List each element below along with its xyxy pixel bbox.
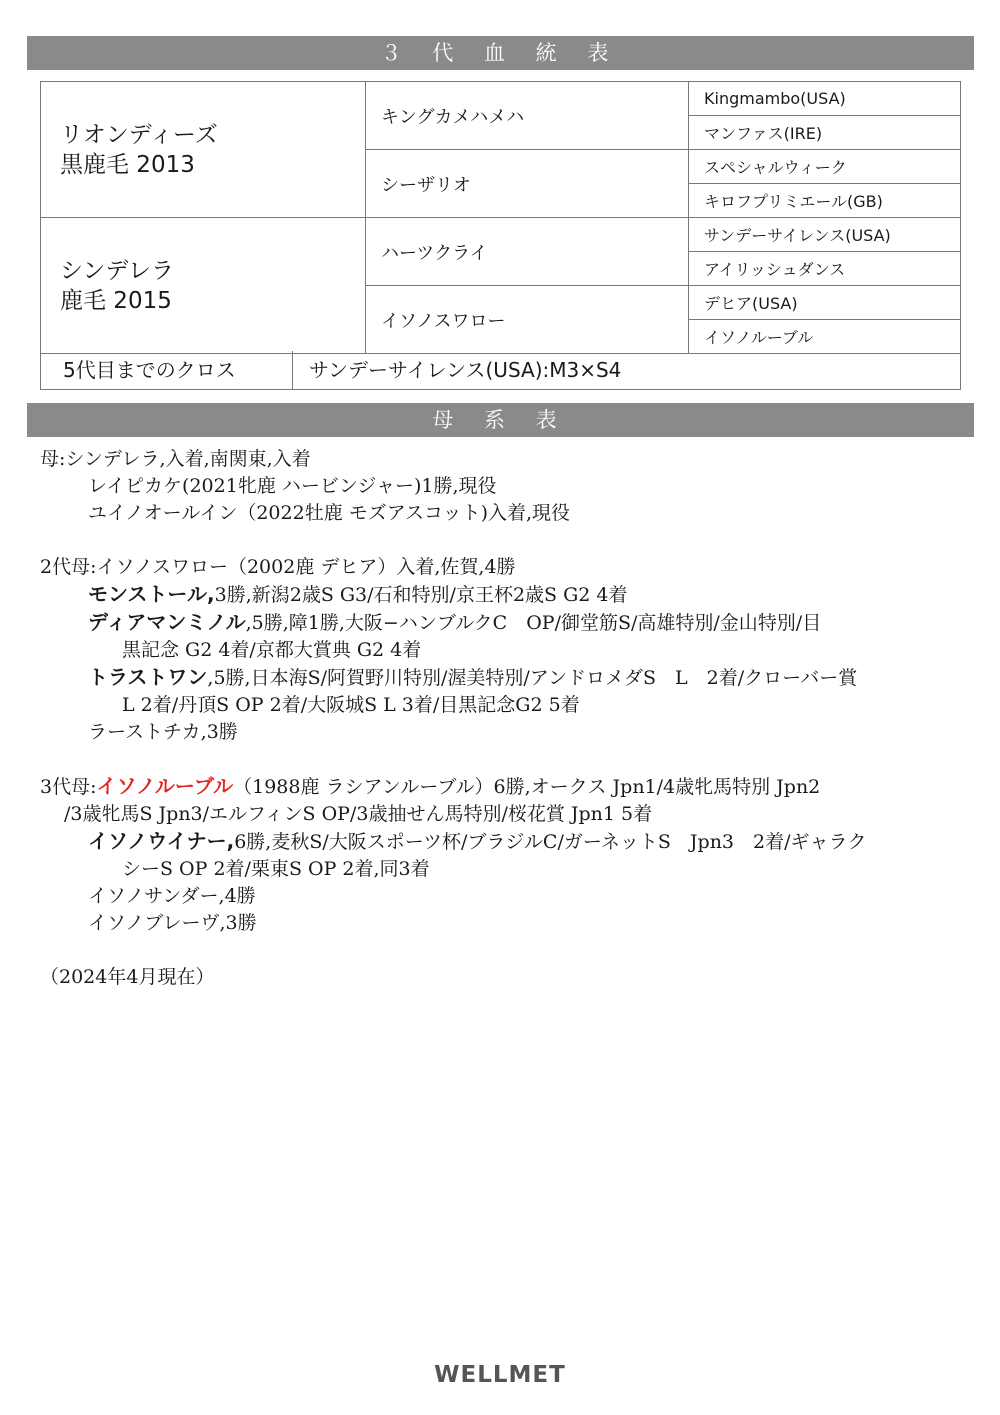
gen3-3: スペシャルウィーク (689, 150, 961, 184)
sire-cell (41, 82, 366, 218)
cross-value: サンデーサイレンス(USA):M3×S4 (309, 358, 622, 382)
dam-name: シンデレラ (60, 257, 174, 284)
horse-name: モンストール, (88, 582, 215, 606)
second-dam-child (40, 664, 970, 692)
horse-record: ,5勝,日本海S/阿賀野川特別/渥美特別/アンドロメダS L 2着/クローバー賞 (207, 667, 858, 689)
horse-name: トラストワン (88, 665, 208, 689)
gen3-5: サンデーサイレンス(USA) (689, 218, 961, 252)
sire-detail: 黒鹿毛 2013 (60, 151, 195, 178)
gen3-6: アイリッシュダンス (689, 252, 961, 286)
pedigree-section-header: ３ 代 血 統 表 (27, 36, 974, 70)
third-dam-child: イソノサンダー,4勝 (88, 885, 256, 907)
horse-record: 6勝,麦秋S/大阪スポーツ杯/ブラジルC/ガーネットS Jpn3 2着/ギャラク (234, 831, 867, 853)
third-dam-record: （1988鹿 ラシアンルーブル）6勝,オークス Jpn1/4歳牝馬特別 Jpn2 (233, 776, 821, 798)
pedigree-table (40, 81, 961, 354)
wellmet-logo: WELLMET (434, 1362, 566, 1388)
horse-name: ディアマンミノル (88, 610, 246, 634)
sire-name: リオンディーズ (60, 121, 218, 148)
gen3-7: デヒア(USA) (689, 286, 961, 320)
gen3-2: マンファス(IRE) (689, 116, 961, 150)
dam-cell (41, 218, 366, 354)
gen3-1: Kingmambo(USA) (689, 82, 961, 116)
dam-sire: ハーツクライ (366, 218, 689, 286)
third-dam-line (40, 773, 970, 801)
mother-line: 母:シンデレラ,入着,南関東,入着 (40, 448, 311, 470)
dam-dam: イソノスワロー (366, 286, 689, 354)
second-dam-child (40, 581, 970, 609)
mother-child: ユイノオールイン（2022牡鹿 モズアスコット)入着,現役 (88, 502, 571, 524)
sire-sire: キングカメハメハ (366, 82, 689, 150)
third-dam-child: イソノブレーヴ,3勝 (88, 912, 257, 934)
inbreeding-cross-row (40, 351, 961, 390)
third-dam-prefix: 3代母: (40, 776, 97, 798)
dam-detail: 鹿毛 2015 (60, 287, 172, 314)
gen3-8: イソノルーブル (689, 320, 961, 354)
third-dam-name: イソノルーブル (96, 774, 234, 798)
record-continuation: シーS OP 2着/栗東S OP 2着,同3着 (122, 858, 430, 880)
record-continuation: 黒記念 G2 4着/京都大賞典 G2 4着 (122, 639, 422, 661)
sire-dam: シーザリオ (366, 150, 689, 218)
second-dam-line: 2代母:イソノスワロー（2002鹿 デヒア）入着,佐賀,4勝 (40, 556, 516, 578)
mother-child: レイピカケ(2021牝鹿 ハービンジャー)1勝,現役 (88, 475, 497, 497)
horse-name: イソノウイナー, (88, 829, 235, 853)
horse-record: ,5勝,障1勝,大阪−ハンブルクC OP/御堂筋S/高雄特別/金山特別/目 (245, 612, 822, 634)
second-dam-child (40, 609, 970, 637)
cross-label: 5代目までのクロス (41, 351, 293, 389)
family-section-header: 母 系 表 (27, 403, 974, 437)
record-continuation: L 2着/丹頂S OP 2着/大阪城S L 3着/目黒記念G2 5着 (122, 694, 580, 716)
horse-record: 3勝,新潟2歳S G3/石和特別/京王杯2歳S G2 4着 (214, 584, 628, 606)
third-dam-child (40, 828, 970, 856)
as-of-date: （2024年4月現在） (40, 966, 215, 988)
second-dam-child: ラーストチカ,3勝 (88, 721, 238, 743)
gen3-4: キロフプリミエール(GB) (689, 184, 961, 218)
family-table (40, 446, 970, 991)
record-continuation: /3歳牝馬S Jpn3/エルフィンS OP/3歳抽せん馬特別/桜花賞 Jpn1 5着 (64, 803, 653, 825)
